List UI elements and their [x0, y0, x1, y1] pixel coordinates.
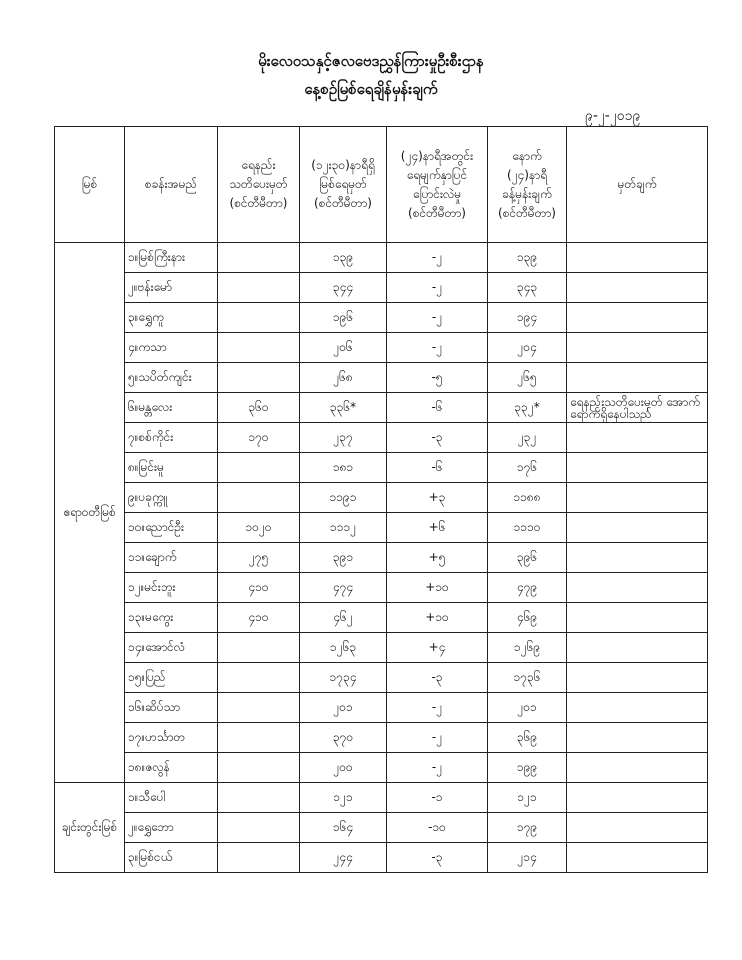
header-row: [55, 127, 708, 243]
remark-cell: [567, 813, 708, 843]
current-level-cell: ၃၃၆*: [300, 393, 387, 423]
header-change-line: (၂၄)နာရီအတွင်း: [400, 148, 474, 163]
station-cell: ၁၇။ဟင်္သာတ: [125, 723, 218, 753]
change-cell: -၂: [387, 303, 488, 333]
danger-level-cell: [218, 333, 300, 363]
remark-cell: [567, 453, 708, 483]
danger-level-cell: ၁၀၂၀: [218, 513, 300, 543]
change-cell: -၃: [387, 423, 488, 453]
remark-cell: [567, 333, 708, 363]
danger-level-cell: ၄၁၀: [218, 573, 300, 603]
table-row: [55, 303, 708, 333]
danger-level-cell: [218, 693, 300, 723]
station-cell: ၂။ဗန်းမော်: [125, 273, 218, 303]
current-level-cell: ၂၃၇: [300, 423, 387, 453]
station-cell: ၁၆။ဆိပ်သာ: [125, 693, 218, 723]
current-level-cell: ၃၇၀: [300, 723, 387, 753]
danger-level-cell: [218, 813, 300, 843]
change-cell: -၆: [387, 453, 488, 483]
forecast-cell: ၁၇၃၆: [488, 663, 567, 693]
header-change-line: (စင်တီမီတာ): [408, 205, 466, 220]
station-cell: ၈။မြင်းမူ: [125, 453, 218, 483]
danger-level-cell: ၁၇၀: [218, 423, 300, 453]
station-cell: ၁၃။မကွေး: [125, 603, 218, 633]
danger-level-cell: [218, 723, 300, 753]
danger-level-cell: [218, 453, 300, 483]
forecast-cell: ၃၆၉: [488, 723, 567, 753]
header-forecast-line: နောက်: [512, 148, 542, 163]
river-name-cell: ချင်းတွင်းမြစ်: [55, 783, 125, 873]
header-station: စခန်းအမည်: [125, 127, 218, 243]
change-cell: -၂: [387, 273, 488, 303]
change-cell: +၁၀: [387, 603, 488, 633]
river-name-cell: ဧရာဝတီမြစ်: [55, 243, 125, 783]
current-level-cell: ၁၉၆: [300, 303, 387, 333]
header-danger-line: ရေနည်း: [241, 158, 276, 172]
forecast-cell: ၄၇၉: [488, 573, 567, 603]
remark-cell: [567, 303, 708, 333]
header-river: မြစ်: [55, 127, 125, 243]
station-cell: ၂။ရွှေဘော: [125, 813, 218, 843]
change-cell: -၅: [387, 363, 488, 393]
river-level-table: [54, 126, 708, 873]
remark-cell: [567, 273, 708, 303]
station-cell: ၁။သီပေါ: [125, 783, 218, 813]
change-cell: -၂: [387, 693, 488, 723]
current-level-cell: ၁၇၃၄: [300, 663, 387, 693]
table-row: [55, 783, 708, 813]
change-cell: -၃: [387, 843, 488, 873]
change-cell: -၂: [387, 333, 488, 363]
remark-cell: [567, 513, 708, 543]
station-cell: ၁၈။ဇလွန်: [125, 753, 218, 783]
danger-level-cell: ၄၁၀: [218, 603, 300, 633]
forecast-cell: ၂၀၄: [488, 333, 567, 363]
forecast-cell: ၃၄၃: [488, 273, 567, 303]
danger-level-cell: [218, 663, 300, 693]
change-cell: +၄: [387, 633, 488, 663]
document-title: မိုးလေဝသနှင့်ဇလဗေဒညွှန်ကြားမှုဦးစီးဌာန: [258, 52, 484, 70]
remark-cell: [567, 783, 708, 813]
table-body: [55, 243, 708, 873]
change-cell: -၂: [387, 753, 488, 783]
station-cell: ၃။မြစ်ငယ်: [125, 843, 218, 873]
station-cell: ၅။သပိတ်ကျင်း: [125, 363, 218, 393]
danger-level-cell: [218, 843, 300, 873]
remark-cell: [567, 363, 708, 393]
forecast-cell: ၁၂၁: [488, 783, 567, 813]
current-level-cell: ၂၀၆: [300, 333, 387, 363]
remark-cell: [567, 723, 708, 753]
table-row: [55, 663, 708, 693]
remark-cell: [567, 603, 708, 633]
header-danger-line: သတိပေးမှတ်: [229, 177, 288, 191]
remark-cell: [567, 543, 708, 573]
change-cell: +၅: [387, 543, 488, 573]
header-remark: မှတ်ချက်: [567, 127, 708, 243]
station-cell: ၁၂။မင်းဘူး: [125, 573, 218, 603]
header-change: [387, 127, 488, 243]
current-level-cell: ၄၇၄: [300, 573, 387, 603]
forecast-cell: ၁၇၆: [488, 453, 567, 483]
header-current-level: [300, 127, 387, 243]
table-row: [55, 603, 708, 633]
change-cell: -၆: [387, 393, 488, 423]
header-change-line: ပြောင်းလဲမှု: [412, 186, 462, 201]
table-row: [55, 843, 708, 873]
header-change-line: ရေမျက်နှာပြင်: [406, 167, 468, 182]
change-cell: -၁၀: [387, 813, 488, 843]
change-cell: -၁: [387, 783, 488, 813]
change-cell: -၂: [387, 723, 488, 753]
remark-cell: ရေနည်းသတိပေးမှတ် အောက်ရောက်ရှိနေပါသည်: [567, 393, 708, 423]
table-row: [55, 543, 708, 573]
header-forecast: [488, 127, 567, 243]
forecast-cell: ၃၃၂*: [488, 393, 567, 423]
station-cell: ၄။ကသာ: [125, 333, 218, 363]
report-date: ၉-၂-၂၀၁၉: [585, 108, 641, 124]
current-level-cell: ၂၄၄: [300, 843, 387, 873]
station-cell: ၁၀။ညောင်ဦး: [125, 513, 218, 543]
forecast-cell: ၂၀၁: [488, 693, 567, 723]
forecast-cell: ၁၁၁၀: [488, 513, 567, 543]
forecast-cell: ၃၉၆: [488, 543, 567, 573]
table-row: [55, 453, 708, 483]
forecast-cell: ၄၆၉: [488, 603, 567, 633]
current-level-cell: ၂၀၀: [300, 753, 387, 783]
station-cell: ၁၁။ချောက်: [125, 543, 218, 573]
change-cell: +၁၀: [387, 573, 488, 603]
forecast-cell: ၁၃၉: [488, 243, 567, 273]
current-level-cell: ၁၃၉: [300, 243, 387, 273]
remark-cell: [567, 633, 708, 663]
current-level-cell: ၁၆၄: [300, 813, 387, 843]
table-row: [55, 243, 708, 273]
danger-level-cell: ၃၆၀: [218, 393, 300, 423]
current-level-cell: ၃၉၁: [300, 543, 387, 573]
danger-level-cell: [218, 633, 300, 663]
table-row: [55, 483, 708, 513]
forecast-cell: ၁၉၄: [488, 303, 567, 333]
remark-cell: [567, 483, 708, 513]
header-current-line: မြစ်ရေမှတ်: [319, 177, 367, 191]
station-cell: ၉။ပခုက္ကူ: [125, 483, 218, 513]
danger-level-cell: [218, 483, 300, 513]
danger-level-cell: [218, 243, 300, 273]
forecast-cell: ၂၁၄: [488, 843, 567, 873]
header-danger-level: [218, 127, 300, 243]
header-current-line: (၁၂း၃၀)နာရီရှိ: [311, 158, 375, 172]
header-forecast-line: (၂၄)နာရီ: [506, 167, 548, 182]
station-cell: ၁၅။ပြည်: [125, 663, 218, 693]
current-level-cell: ၂၀၁: [300, 693, 387, 723]
header-forecast-line: ခန့်မှန်းချက်: [502, 186, 552, 201]
document-subtitle: နေ့စဉ်မြစ်ရေချိန်မှန်းချက်: [304, 80, 438, 98]
table-row: [55, 753, 708, 783]
change-cell: +၃: [387, 483, 488, 513]
remark-cell: [567, 243, 708, 273]
current-level-cell: ၁၈၁: [300, 453, 387, 483]
forecast-cell: ၂၃၂: [488, 423, 567, 453]
current-level-cell: ၁၂၆၃: [300, 633, 387, 663]
forecast-cell: ၁၇၉: [488, 813, 567, 843]
table-row: [55, 693, 708, 723]
danger-level-cell: [218, 783, 300, 813]
table-row: [55, 723, 708, 753]
current-level-cell: ၂၆၈: [300, 363, 387, 393]
table-row: [55, 513, 708, 543]
current-level-cell: ၃၄၄: [300, 273, 387, 303]
station-cell: ၃။ရွှေကူ: [125, 303, 218, 333]
remark-cell: [567, 663, 708, 693]
forecast-cell: ၂၆၅: [488, 363, 567, 393]
table-row: [55, 333, 708, 363]
table-row: [55, 633, 708, 663]
danger-level-cell: ၂၇၅: [218, 543, 300, 573]
table-row: [55, 423, 708, 453]
current-level-cell: ၁၁၁၂: [300, 513, 387, 543]
remark-cell: [567, 753, 708, 783]
forecast-cell: ၁၉၉: [488, 753, 567, 783]
table-row: [55, 393, 708, 423]
header-forecast-line: (စင်တီမီတာ): [498, 205, 556, 220]
remark-cell: [567, 573, 708, 603]
change-cell: -၂: [387, 243, 488, 273]
header-current-line: (စင်တီမီတာ): [314, 196, 372, 210]
change-cell: -၃: [387, 663, 488, 693]
forecast-cell: ၁၂၆၉: [488, 633, 567, 663]
change-cell: +၆: [387, 513, 488, 543]
table-row: [55, 573, 708, 603]
current-level-cell: ၄၆၂: [300, 603, 387, 633]
forecast-cell: ၁၁၈၈: [488, 483, 567, 513]
current-level-cell: ၁၂၁: [300, 783, 387, 813]
remark-cell: [567, 423, 708, 453]
danger-level-cell: [218, 303, 300, 333]
station-cell: ၇။စစ်ကိုင်း: [125, 423, 218, 453]
table-row: [55, 363, 708, 393]
station-cell: ၁။မြစ်ကြီးနား: [125, 243, 218, 273]
current-level-cell: ၁၁၉၁: [300, 483, 387, 513]
remark-cell: [567, 693, 708, 723]
table-row: [55, 273, 708, 303]
station-cell: ၆။မန္တလေး: [125, 393, 218, 423]
danger-level-cell: [218, 363, 300, 393]
station-cell: ၁၄။အောင်လံ: [125, 633, 218, 663]
danger-level-cell: [218, 273, 300, 303]
header-danger-line: (စင်တီမီတာ): [229, 196, 288, 210]
danger-level-cell: [218, 753, 300, 783]
table-row: [55, 813, 708, 843]
remark-cell: [567, 843, 708, 873]
